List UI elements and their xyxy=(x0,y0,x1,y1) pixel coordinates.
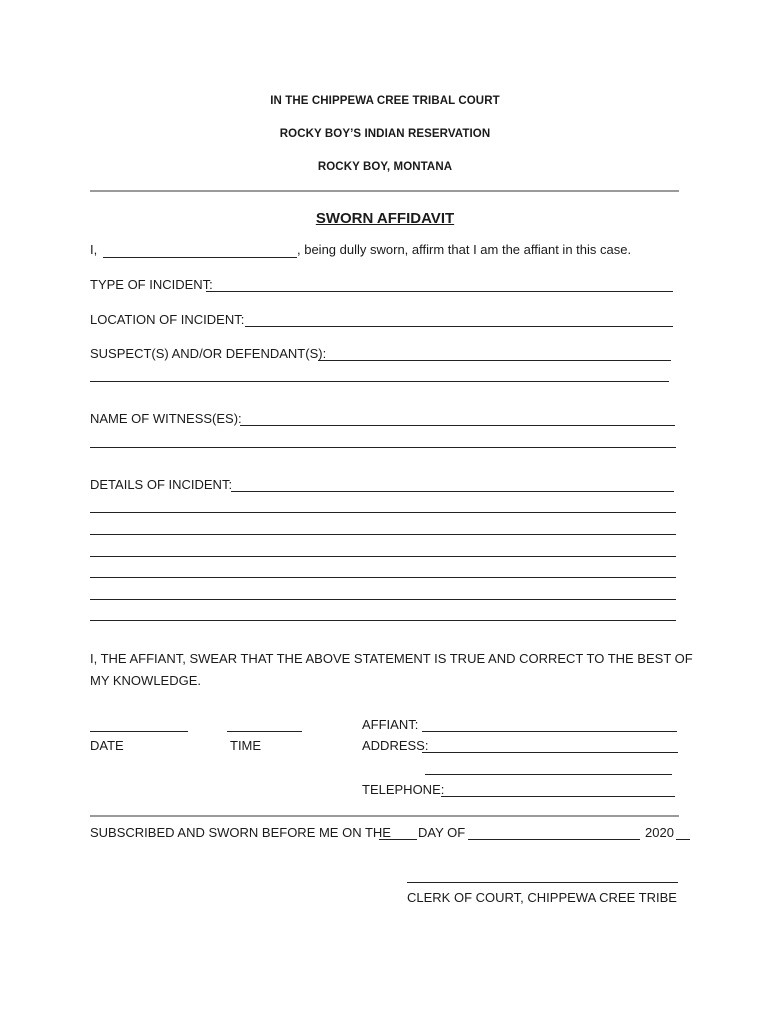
details-blank-4[interactable] xyxy=(90,556,676,557)
day-of-label: DAY OF xyxy=(418,825,466,840)
subscribed-prefix: SUBSCRIBED AND SWORN BEFORE ME ON THE xyxy=(90,825,391,840)
details-blank-7[interactable] xyxy=(90,620,676,621)
court-location: ROCKY BOY, MONTANA xyxy=(317,161,453,173)
oath-line-1: I, THE AFFIANT, SWEAR THAT THE ABOVE STATEMENT IS TRUE AND CORRECT TO THE BEST OF xyxy=(90,651,693,666)
clerk-signature-blank[interactable] xyxy=(407,882,678,883)
day-blank[interactable] xyxy=(379,839,417,840)
date-label: DATE xyxy=(90,738,124,753)
location-of-incident-label: LOCATION OF INCIDENT: xyxy=(90,312,245,327)
clerk-label: CLERK OF COURT, CHIPPEWA CREE TRIBE xyxy=(407,890,677,905)
location-of-incident-blank[interactable] xyxy=(245,326,673,327)
telephone-blank[interactable] xyxy=(441,796,675,797)
affiant-name-blank[interactable] xyxy=(103,257,297,258)
affiant-intro-suffix: , being dully sworn, affirm that I am the affiant in this case. xyxy=(297,242,632,257)
document-title: SWORN AFFIDAVIT xyxy=(315,210,455,227)
affiant-signature-blank[interactable] xyxy=(422,731,677,732)
details-blank-3[interactable] xyxy=(90,534,676,535)
details-blank-6[interactable] xyxy=(90,599,676,600)
details-blank-2[interactable] xyxy=(90,512,676,513)
oath-line-2: MY KNOWLEDGE. xyxy=(90,673,202,688)
type-of-incident-label: TYPE OF INCIDENT: xyxy=(90,277,213,292)
type-of-incident-blank[interactable] xyxy=(206,291,673,292)
suspects-label: SUSPECT(S) AND/OR DEFENDANT(S): xyxy=(90,346,327,361)
year-label: 2020 xyxy=(645,825,674,840)
suspects-blank[interactable] xyxy=(318,360,671,361)
month-blank[interactable] xyxy=(468,839,640,840)
year-blank[interactable] xyxy=(676,839,690,840)
reservation-name: ROCKY BOY’S INDIAN RESERVATION xyxy=(279,128,491,140)
affiant-intro-prefix: I, xyxy=(90,242,98,257)
details-blank[interactable] xyxy=(231,491,674,492)
witnesses-blank[interactable] xyxy=(240,425,675,426)
address-blank[interactable] xyxy=(422,752,678,753)
date-blank[interactable] xyxy=(90,731,188,732)
header-divider xyxy=(90,190,679,192)
telephone-label: TELEPHONE: xyxy=(362,782,445,797)
witnesses-label: NAME OF WITNESS(ES): xyxy=(90,411,242,426)
witnesses-blank-2[interactable] xyxy=(90,447,676,448)
details-blank-5[interactable] xyxy=(90,577,676,578)
suspects-blank-2[interactable] xyxy=(90,381,669,382)
address-blank-2[interactable] xyxy=(425,774,672,775)
signature-divider xyxy=(90,815,679,817)
affiant-label: AFFIANT: xyxy=(362,717,419,732)
details-label: DETAILS OF INCIDENT: xyxy=(90,477,233,492)
court-name: IN THE CHIPPEWA CREE TRIBAL COURT xyxy=(270,95,500,107)
time-blank[interactable] xyxy=(227,731,302,732)
time-label: TIME xyxy=(230,738,262,753)
address-label: ADDRESS: xyxy=(362,738,429,753)
